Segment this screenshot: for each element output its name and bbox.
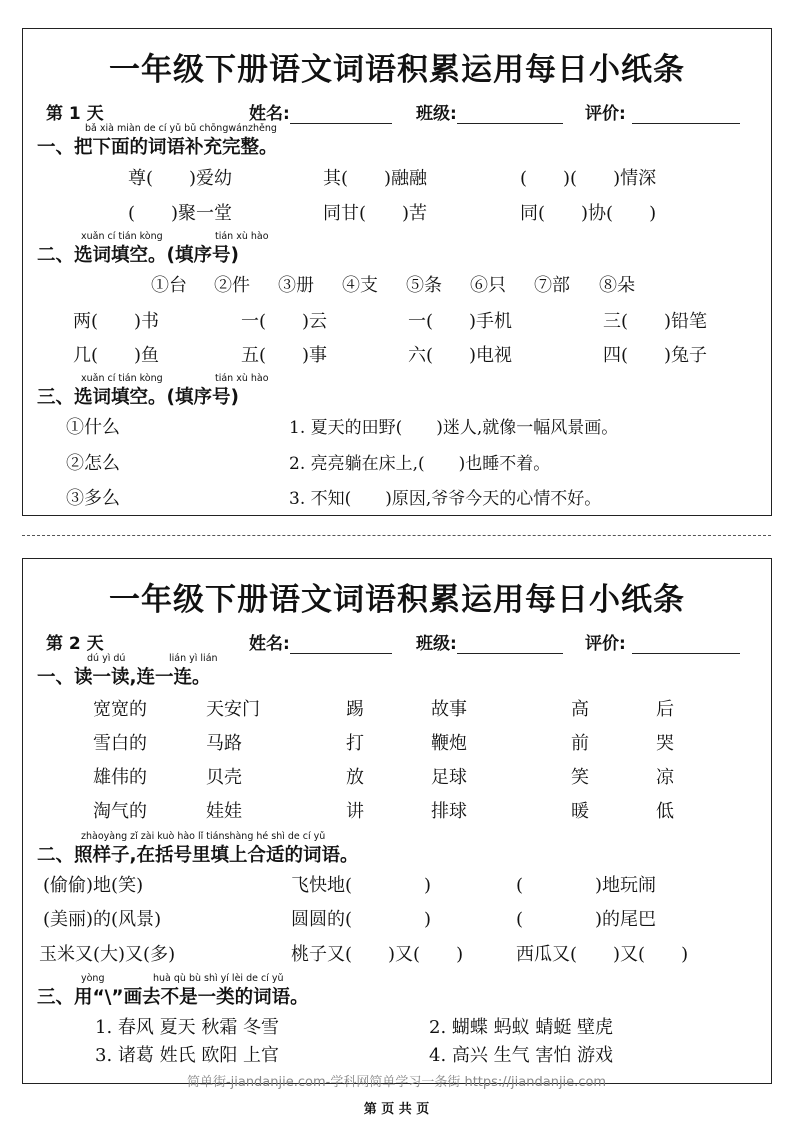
section-pinyin: dú yì dú xyxy=(87,653,126,664)
fill-item: ( )地玩闹 xyxy=(516,875,657,896)
match-word: 暖 xyxy=(571,801,589,822)
fill-item: 西瓜又( )又( ) xyxy=(516,944,689,965)
name-label: 姓名: xyxy=(249,104,290,124)
fill-item: 圆圆的( ) xyxy=(291,909,432,930)
cut-line-divider xyxy=(22,535,771,536)
section-pinyin: xuǎn cí tián kòng xyxy=(81,373,163,384)
section-pinyin: lián yì lián xyxy=(169,653,218,664)
match-word: 低 xyxy=(656,801,674,822)
section-title: 三、选词填空。(填序号) xyxy=(37,387,239,408)
example-item: 玉米又(大)又(多) xyxy=(39,944,176,965)
class-field[interactable] xyxy=(416,629,563,654)
option: ⑥只 xyxy=(470,275,506,296)
match-word: 宽宽的 xyxy=(93,699,147,720)
match-word: 笑 xyxy=(571,767,589,788)
match-word: 哭 xyxy=(656,733,674,754)
example-item: (美丽)的(风景) xyxy=(43,909,162,930)
option: ③册 xyxy=(278,275,314,296)
class-blank[interactable] xyxy=(457,635,563,654)
class-field[interactable] xyxy=(416,99,563,124)
match-word: 足球 xyxy=(431,767,467,788)
match-word: 排球 xyxy=(431,801,467,822)
eval-blank[interactable] xyxy=(632,105,740,124)
word-group: 4. 高兴 生气 害怕 游戏 xyxy=(429,1045,614,1066)
option: ⑤条 xyxy=(406,275,442,296)
fill-item: 桃子又( )又( ) xyxy=(291,944,464,965)
sentence: 2. 亮亮躺在床上,( )也睡不着。 xyxy=(289,454,551,474)
name-blank[interactable] xyxy=(290,105,392,124)
match-word: 讲 xyxy=(346,801,364,822)
option: ③多么 xyxy=(66,488,120,509)
section-pinyin: huà qù bù shì yí lèi de cí yǔ xyxy=(153,973,284,984)
eval-label: 评价: xyxy=(585,104,626,124)
match-word: 娃娃 xyxy=(206,801,242,822)
fill-item: 其( )融融 xyxy=(323,168,428,189)
option: ⑦部 xyxy=(534,275,570,296)
match-word: 前 xyxy=(571,733,589,754)
section-pinyin: zhàoyàng zǐ zài kuò hào lǐ tiánshàng hé shì de cí yǔ xyxy=(81,831,326,842)
match-word: 故事 xyxy=(431,699,467,720)
name-field[interactable] xyxy=(249,99,392,124)
section-pinyin: xuǎn cí tián kòng xyxy=(81,231,163,242)
option: ①什么 xyxy=(66,417,120,438)
worksheet-title: 一年级下册语文词语积累运用每日小纸条 xyxy=(109,582,685,618)
fill-item: ( )的尾巴 xyxy=(516,909,657,930)
match-word: 贝壳 xyxy=(206,767,242,788)
word-group: 1. 春风 夏天 秋霜 冬雪 xyxy=(95,1017,280,1038)
sentence: 3. 不知( )原因,爷爷今天的心情不好。 xyxy=(289,489,602,509)
match-word: 高 xyxy=(571,699,589,720)
eval-field[interactable] xyxy=(585,629,740,654)
section-pinyin: tián xù hào xyxy=(215,373,269,384)
fill-item: 一( )云 xyxy=(241,311,328,332)
fill-item: 三( )铅笔 xyxy=(603,311,708,332)
day-label: 第 2 天 xyxy=(46,634,104,654)
fill-item: 两( )书 xyxy=(73,311,160,332)
option: ⑧朵 xyxy=(599,275,635,296)
eval-blank[interactable] xyxy=(632,635,740,654)
class-label: 班级: xyxy=(416,104,457,124)
match-word: 后 xyxy=(656,699,674,720)
option: ④支 xyxy=(342,275,378,296)
fill-item: 同( )协( ) xyxy=(520,203,657,224)
match-word: 淘气的 xyxy=(93,801,147,822)
option: ②件 xyxy=(214,275,250,296)
match-word: 马路 xyxy=(206,733,242,754)
fill-item: 尊( )爱幼 xyxy=(128,168,233,189)
day-label: 第 1 天 xyxy=(46,104,104,124)
section-pinyin: bǎ xià miàn de cí yǔ bǔ chōngwánzhěng xyxy=(85,123,277,134)
eval-field[interactable] xyxy=(585,99,740,124)
option: ②怎么 xyxy=(66,453,120,474)
class-blank[interactable] xyxy=(457,105,563,124)
match-word: 踢 xyxy=(346,699,364,720)
match-word: 雄伟的 xyxy=(93,767,147,788)
match-word: 放 xyxy=(346,767,364,788)
match-word: 天安门 xyxy=(206,699,260,720)
watermark-text: 简单街-jiandanjie.com-学科网简单学习一条街 https://jiandanjie.com xyxy=(186,1075,607,1090)
fill-item: 六( )电视 xyxy=(408,345,513,366)
match-word: 鞭炮 xyxy=(431,733,467,754)
worksheet-day-1 xyxy=(22,28,772,516)
fill-item: 四( )兔子 xyxy=(603,345,708,366)
fill-item: 一( )手机 xyxy=(408,311,513,332)
section-title: 二、选词填空。(填序号) xyxy=(37,245,239,266)
section-title: 一、把下面的词语补充完整。 xyxy=(37,137,278,158)
example-item: (偷偷)地(笑) xyxy=(43,875,144,896)
page-number: 第 页 共 页 xyxy=(363,1102,430,1117)
fill-item: 飞快地( ) xyxy=(291,875,432,896)
match-word: 凉 xyxy=(656,767,674,788)
name-label: 姓名: xyxy=(249,634,290,654)
sentence: 1. 夏天的田野( )迷人,就像一幅风景画。 xyxy=(289,418,619,438)
class-label: 班级: xyxy=(416,634,457,654)
worksheet-title: 一年级下册语文词语积累运用每日小纸条 xyxy=(109,52,685,88)
section-title: 二、照样子,在括号里填上合适的词语。 xyxy=(37,845,359,866)
match-word: 打 xyxy=(346,733,364,754)
option: ①台 xyxy=(151,275,187,296)
word-group: 2. 蝴蝶 蚂蚁 蜻蜓 壁虎 xyxy=(429,1017,614,1038)
fill-item: ( )聚一堂 xyxy=(128,203,233,224)
fill-item: 五( )事 xyxy=(241,345,328,366)
fill-item: 同甘( )苦 xyxy=(323,203,428,224)
fill-item: 几( )鱼 xyxy=(73,345,160,366)
fill-item: ( )( )情深 xyxy=(520,168,657,189)
match-word: 雪白的 xyxy=(93,733,147,754)
name-blank[interactable] xyxy=(290,635,392,654)
section-pinyin: tián xù hào xyxy=(215,231,269,242)
section-pinyin: yòng xyxy=(81,973,105,984)
section-title: 三、用“\”画去不是一类的词语。 xyxy=(37,987,309,1008)
worksheet-day-2 xyxy=(22,558,772,1084)
eval-label: 评价: xyxy=(585,634,626,654)
word-group: 3. 诸葛 姓氏 欧阳 上官 xyxy=(95,1045,280,1066)
name-field[interactable] xyxy=(249,629,392,654)
section-title: 一、读一读,连一连。 xyxy=(37,667,211,688)
